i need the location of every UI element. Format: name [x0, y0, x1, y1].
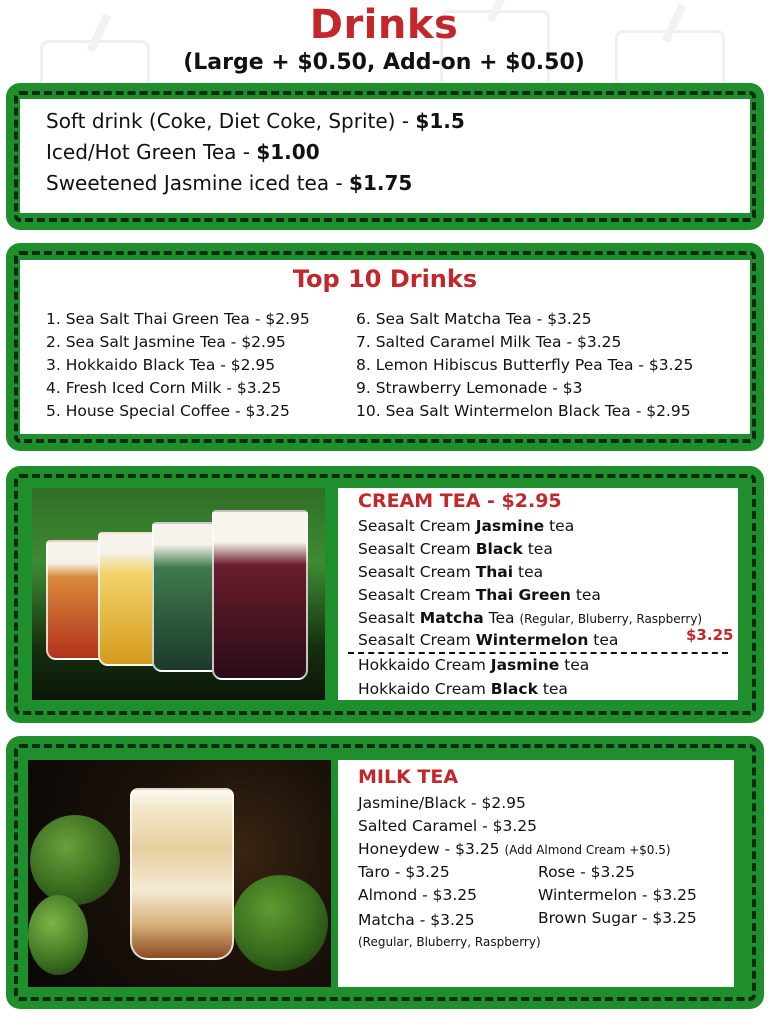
- menu-item: Seasalt Cream Thai tea: [358, 563, 544, 581]
- menu-item: Hokkaido Cream Jasmine tea: [358, 656, 590, 674]
- menu-item: Rose - $3.25: [538, 863, 635, 881]
- milk-tea-photo: [28, 760, 331, 987]
- price-tag: $3.25: [686, 626, 734, 644]
- menu-item: Seasalt Cream Wintermelon tea: [358, 631, 619, 649]
- list-item: 4. Fresh Iced Corn Milk - $3.25: [46, 379, 282, 397]
- milk-tea-card: [338, 760, 734, 987]
- divider: [348, 652, 728, 654]
- list-item: 6. Sea Salt Matcha Tea - $3.25: [356, 310, 592, 328]
- menu-note: (Regular, Bluberry, Raspberry): [358, 935, 541, 949]
- soft-drinks-card: [20, 99, 750, 213]
- page-title: Drinks: [309, 2, 459, 48]
- cup-image: [130, 788, 234, 960]
- top10-title: Top 10 Drinks: [292, 265, 478, 293]
- menu-item: Matcha - $3.25: [358, 911, 475, 929]
- menu-item: Brown Sugar - $3.25: [538, 909, 697, 927]
- menu-item: Seasalt Cream Thai Green tea: [358, 586, 601, 604]
- top10-card: [20, 260, 750, 434]
- list-item: 1. Sea Salt Thai Green Tea - $2.95: [46, 310, 310, 328]
- menu-item: Seasalt Matcha Tea (Regular, Bluberry, Raspberry): [358, 609, 703, 627]
- top10-panel: [6, 243, 764, 451]
- page-subtitle: (Large + $0.50, Add-on + $0.50): [183, 50, 585, 75]
- plant-decoration: [30, 815, 120, 905]
- menu-item: Honeydew - $3.25 (Add Almond Cream +$0.5): [358, 840, 671, 858]
- cream-tea-card: [338, 488, 738, 700]
- menu-item: Taro - $3.25: [358, 863, 450, 881]
- menu-item: Sweetened Jasmine iced tea - $1.75: [46, 171, 413, 195]
- menu-item: Soft drink (Coke, Diet Coke, Sprite) - $1.5: [46, 109, 465, 133]
- plant-decoration: [28, 895, 88, 975]
- cream-tea-photo: [32, 488, 325, 700]
- menu-item: Salted Caramel - $3.25: [358, 817, 537, 835]
- soft-drinks-panel: [6, 83, 764, 230]
- plant-decoration: [232, 875, 328, 971]
- menu-item: Seasalt Cream Black tea: [358, 540, 553, 558]
- menu-item: Wintermelon - $3.25: [538, 886, 697, 904]
- list-item: 10. Sea Salt Wintermelon Black Tea - $2.95: [356, 402, 691, 420]
- menu-item: Jasmine/Black - $2.95: [358, 794, 526, 812]
- menu-item: Hokkaido Cream Black tea: [358, 680, 568, 698]
- milk-tea-panel: [6, 736, 764, 1009]
- list-item: 2. Sea Salt Jasmine Tea - $2.95: [46, 333, 286, 351]
- list-item: 8. Lemon Hibiscus Butterfly Pea Tea - $3.25: [356, 356, 694, 374]
- menu-item: Almond - $3.25: [358, 886, 477, 904]
- cream-tea-title: CREAM TEA - $2.95: [358, 490, 562, 512]
- cream-tea-panel: [6, 466, 764, 723]
- list-item: 5. House Special Coffee - $3.25: [46, 402, 290, 420]
- menu-item: Seasalt Cream Jasmine tea: [358, 517, 575, 535]
- list-item: 3. Hokkaido Black Tea - $2.95: [46, 356, 276, 374]
- list-item: 9. Strawberry Lemonade - $3: [356, 379, 583, 397]
- list-item: 7. Salted Caramel Milk Tea - $3.25: [356, 333, 622, 351]
- cup-image: [212, 510, 308, 680]
- menu-item: Iced/Hot Green Tea - $1.00: [46, 140, 320, 164]
- milk-tea-title: MILK TEA: [358, 766, 459, 788]
